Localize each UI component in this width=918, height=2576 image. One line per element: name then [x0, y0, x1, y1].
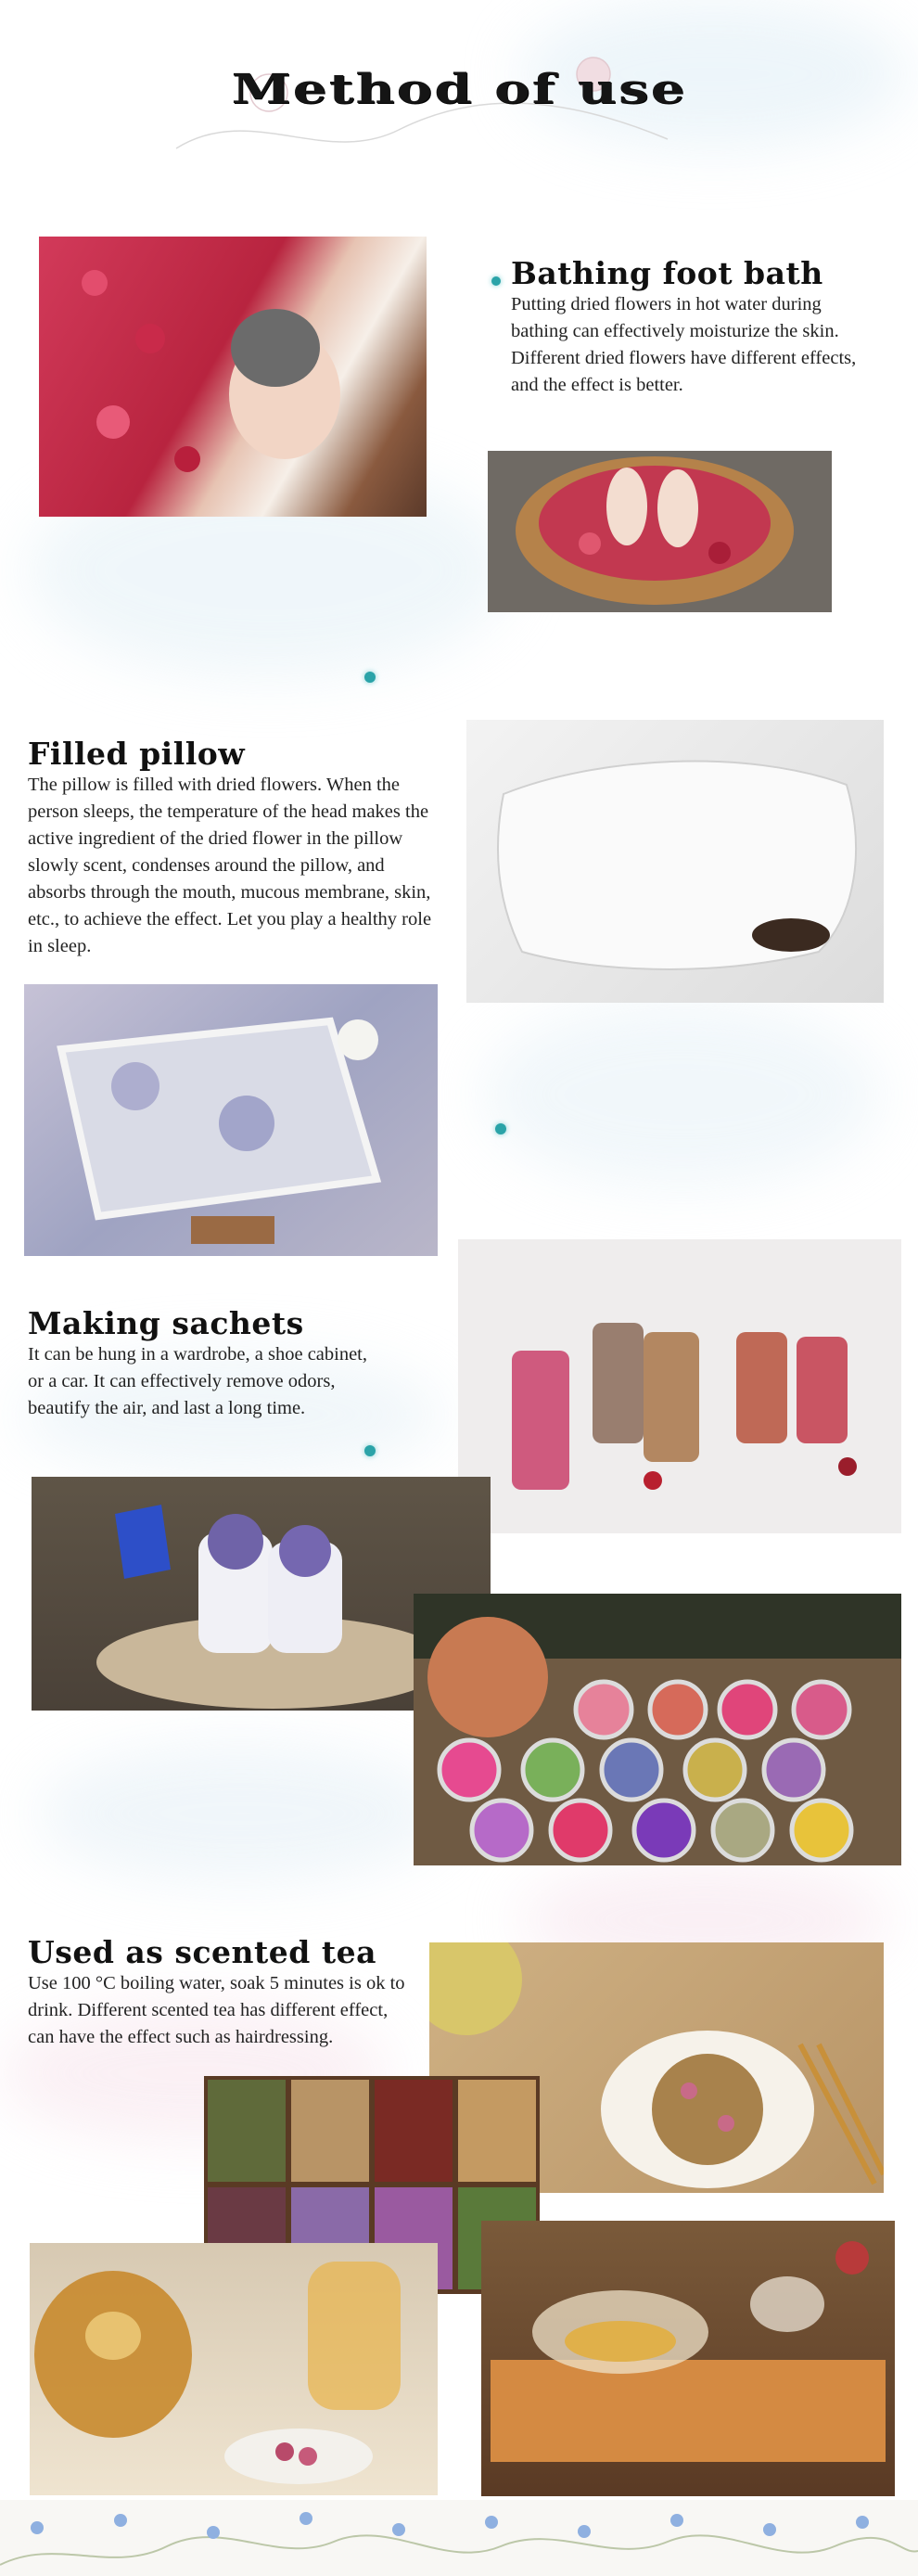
- white-pillow-photo: [466, 720, 884, 1003]
- sachet-bottles-photo: [458, 1239, 901, 1533]
- flower-tea-cup-photo: [30, 2243, 438, 2495]
- foot-bath-tub-photo: [488, 451, 832, 612]
- section-title-bathing: Bathing foot bath: [511, 255, 823, 291]
- accent-dot: [495, 1123, 506, 1134]
- section-body-bathing: Putting dried flowers in hot water during bathing can effectively moisturize the skin. Different dried flowers have different effects, and the effect is better.: [511, 294, 857, 395]
- watercolor-wash-2: [482, 1002, 881, 1187]
- colored-petal-bowls-photo: [414, 1594, 901, 1865]
- section-title-sachets: Making sachets: [28, 1305, 304, 1341]
- section-title-tea: Used as scented tea: [28, 1934, 376, 1970]
- accent-dot: [364, 1445, 376, 1456]
- accent-dot: [491, 276, 501, 286]
- section-body-pillow: The pillow is filled with dried flowers. When the person sleeps, the temperature of the head makes the active ingredient of the dried flower in the pillow slowly scent, condenses around the pillow, and absorbs through the mouth, mucous membrane, skin, etc., to achieve the effect. Let you play a healthy role in sleep.: [28, 775, 432, 956]
- section-body-sachets: It can be hung in a wardrobe, a shoe cabinet, or a car. It can effectively remove odors, beautify the air, and last a long time.: [28, 1344, 368, 1418]
- floral-pillow-photo: [24, 984, 438, 1256]
- watercolor-wash-4: [37, 1744, 445, 1883]
- woman-in-petal-bath-photo: [39, 237, 427, 517]
- bottom-flower-border: [0, 2500, 918, 2576]
- section-body-tea: Use 100 °C boiling water, soak 5 minutes is ok to drink. Different scented tea has different effect, can have the effect such as hairdressing.: [28, 1973, 405, 2047]
- page-title: Method of use: [231, 65, 687, 113]
- accent-dot: [364, 672, 376, 683]
- section-title-pillow: Filled pillow: [28, 736, 246, 772]
- glass-teapot-tray-photo: [481, 2221, 895, 2496]
